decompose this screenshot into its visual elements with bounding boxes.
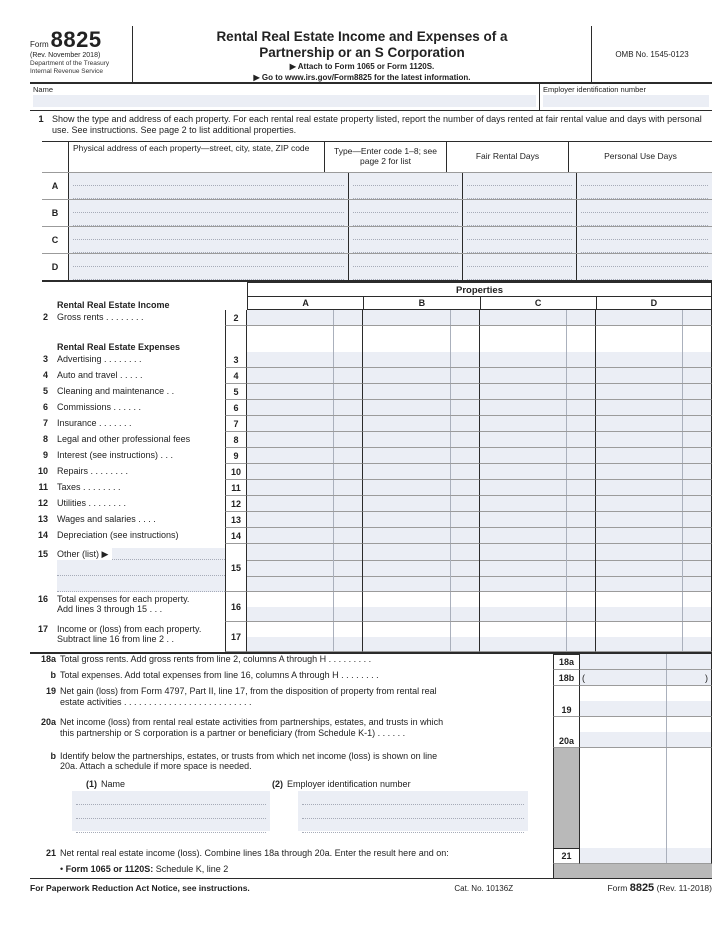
dept-treasury: Department of the Treasury <box>30 60 110 67</box>
identify-name-input[interactable] <box>72 791 270 831</box>
col-header-address: Physical address of each property—street, city, state, ZIP code <box>68 142 324 172</box>
amount-cell[interactable] <box>363 512 479 528</box>
amount-cell[interactable] <box>480 592 596 622</box>
line-14-depreciation: 14 Depreciation (see instructions) 14 <box>30 528 712 544</box>
amount-cell[interactable] <box>480 448 596 464</box>
line-11-taxes: 11 Taxes . . . . . . . . 11 <box>30 480 712 496</box>
line-number-box: 15 <box>225 544 247 592</box>
line-number-box: 5 <box>225 384 247 400</box>
other-list-input[interactable] <box>57 576 225 592</box>
line-20a: 20a Net income (loss) from rental real estate activities from partnerships, estates, and trusts in which this partnership or S corporation is a partner or beneficiary (from Schedule K-1) . . . . . . 20a <box>30 717 712 748</box>
line-16-total-expenses: 16 Total expenses for each property. Add lines 3 through 15 . . . 16 <box>30 592 712 622</box>
line-17-income-loss: 17 Income or (loss) from each property. Subtract line 16 from line 2 . . 17 <box>30 622 712 652</box>
amount-cell[interactable] <box>363 352 479 368</box>
fair-days-input-a[interactable] <box>463 173 576 199</box>
amount-cell[interactable] <box>480 622 596 652</box>
type-input-a[interactable] <box>349 173 462 199</box>
line-number-box: 3 <box>225 352 247 368</box>
line-label: Other (list) ▶ <box>57 549 109 560</box>
line-number-box: 17 <box>225 622 247 652</box>
amount-cell[interactable] <box>596 310 712 326</box>
line-number-box: 11 <box>225 480 247 496</box>
amount-cell[interactable] <box>363 310 479 326</box>
amount-cell[interactable] <box>247 592 363 622</box>
total-expenses-input[interactable]: ( ) <box>580 670 712 686</box>
amount-cell[interactable] <box>596 480 712 496</box>
spacer-cell <box>596 326 712 352</box>
identify-name-label: Name <box>101 779 126 789</box>
row-letter: D <box>51 262 59 272</box>
col-letter-a: A <box>247 296 363 310</box>
col-header-fair-rental-days: Fair Rental Days <box>446 142 568 172</box>
net-gain-input[interactable] <box>580 686 712 717</box>
amount-cell[interactable] <box>596 432 712 448</box>
attach-instruction: ▶ Attach to Form 1065 or Form 1120S. <box>289 62 435 72</box>
amount-cell[interactable] <box>596 400 712 416</box>
col-letter-c: C <box>480 296 596 310</box>
address-input-c[interactable] <box>69 227 348 253</box>
spacer-cell <box>363 326 479 352</box>
ein-label: Employer identification number <box>543 85 646 94</box>
line-number-box: 18b <box>553 670 580 686</box>
amount-cell[interactable] <box>596 544 712 592</box>
amount-cell[interactable] <box>480 480 596 496</box>
amount-cell[interactable] <box>247 416 363 432</box>
amount-cell[interactable] <box>247 496 363 512</box>
amount-cell[interactable] <box>247 512 363 528</box>
form-footer <box>30 878 712 894</box>
amount-cell[interactable] <box>480 416 596 432</box>
line1-instructions <box>30 111 712 141</box>
properties-header: Properties <box>247 282 712 297</box>
amount-cell[interactable] <box>363 592 479 622</box>
amount-cell[interactable] <box>247 368 363 384</box>
line-2-gross-rents: 2 Gross rents . . . . . . . . 2 <box>30 310 712 326</box>
amount-cell[interactable] <box>480 544 596 592</box>
amount-cell[interactable] <box>363 464 479 480</box>
amount-cell[interactable] <box>363 432 479 448</box>
line1-number: 1 <box>38 114 44 125</box>
address-input-a[interactable] <box>69 173 348 199</box>
form-number: 8825 <box>50 27 102 52</box>
line-4-auto-travel: 4 Auto and travel . . . . . 4 <box>30 368 712 384</box>
line-number-box: 8 <box>225 432 247 448</box>
amount-cell[interactable] <box>480 512 596 528</box>
col-header-type: Type—Enter code 1–8; see page 2 for list <box>324 142 446 172</box>
amount-cell[interactable] <box>363 416 479 432</box>
amount-cell[interactable] <box>596 496 712 512</box>
amount-cell[interactable] <box>363 368 479 384</box>
amount-cell[interactable] <box>247 310 363 326</box>
net-income-k1-input[interactable] <box>580 717 712 748</box>
unused-amount-column <box>580 748 712 848</box>
line-5-cleaning: 5 Cleaning and maintenance . . 5 <box>30 384 712 400</box>
amount-cell[interactable] <box>596 528 712 544</box>
amount-cell[interactable] <box>480 528 596 544</box>
line-number-box: 7 <box>225 416 247 432</box>
type-input-d[interactable] <box>349 254 462 280</box>
amount-cell[interactable] <box>247 464 363 480</box>
row-letter: A <box>51 181 59 191</box>
amount-cell[interactable] <box>247 384 363 400</box>
identify-ein-label: Employer identification number <box>287 779 411 789</box>
amount-cell[interactable] <box>480 310 596 326</box>
line-15-other: 15 Other (list) ▶ 15 <box>30 544 712 592</box>
properties-column-letters <box>30 296 712 310</box>
type-input-b[interactable] <box>349 200 462 226</box>
property-row-b <box>42 199 712 226</box>
fair-days-input-c[interactable] <box>463 227 576 253</box>
amount-cell[interactable] <box>247 622 363 652</box>
amount-cell[interactable] <box>247 480 363 496</box>
line-8-legal-fees: 8 Legal and other professional fees 8 <box>30 432 712 448</box>
fair-days-input-b[interactable] <box>463 200 576 226</box>
col-header-personal-use-days: Personal Use Days <box>568 142 712 172</box>
address-input-d[interactable] <box>69 254 348 280</box>
amount-cell[interactable] <box>480 496 596 512</box>
line-20b: b Identify below the partnerships, estates, or trusts from which net income (loss) is shown on line 20a. Attach a schedule if more space is needed. (1) Name (2) Employer identification number <box>30 748 712 848</box>
col-letter-d: D <box>596 296 712 310</box>
form-header <box>30 26 712 84</box>
col-letter-b: B <box>363 296 479 310</box>
amount-cell[interactable] <box>363 400 479 416</box>
fair-days-input-d[interactable] <box>463 254 576 280</box>
name-input[interactable] <box>33 95 536 107</box>
form-revision: (Rev. November 2018) <box>30 52 101 59</box>
address-table-header <box>42 142 712 172</box>
line-label: Gross rents . . . . . . . . <box>57 312 144 323</box>
amount-cell[interactable] <box>363 622 479 652</box>
ein-input[interactable] <box>543 95 709 107</box>
amount-cell[interactable] <box>363 528 479 544</box>
expenses-header-row <box>30 326 712 352</box>
line-number-box: 18a <box>553 654 580 670</box>
footer-form-id: Form 8825 (Rev. 11-2018) <box>607 882 712 894</box>
row-letter: C <box>51 235 59 245</box>
line-number-box: 14 <box>225 528 247 544</box>
catalog-number: Cat. No. 10136Z <box>454 884 514 893</box>
line-number-box: 21 <box>553 848 580 864</box>
line-3-advertising: 3 Advertising . . . . . . . . 3 <box>30 352 712 368</box>
amount-cell[interactable] <box>480 400 596 416</box>
form-title: Rental Real Estate Income and Expenses of a Partnership or an S Corporation <box>216 29 508 60</box>
amount-cell[interactable] <box>363 544 479 592</box>
form-title-block <box>133 26 592 82</box>
amount-cell[interactable] <box>596 512 712 528</box>
line-6-commissions: 6 Commissions . . . . . . 6 <box>30 400 712 416</box>
amount-cell[interactable] <box>480 368 596 384</box>
spacer-cell <box>480 326 596 352</box>
amount-cell[interactable] <box>247 400 363 416</box>
other-list-input[interactable] <box>112 548 225 560</box>
totals-section <box>30 652 712 878</box>
dept-irs: Internal Revenue Service <box>30 68 103 75</box>
amount-cell[interactable] <box>247 544 363 592</box>
income-expense-grid <box>30 282 712 652</box>
amount-cell[interactable] <box>247 352 363 368</box>
amount-cell[interactable] <box>363 496 479 512</box>
form-8825 <box>30 26 712 894</box>
amount-cell[interactable] <box>596 384 712 400</box>
identify-ein-input[interactable] <box>298 791 528 831</box>
paperwork-notice: For Paperwork Reduction Act Notice, see instructions. <box>30 883 250 893</box>
name-label: Name <box>33 85 54 94</box>
line-number-box: 6 <box>225 400 247 416</box>
personal-days-input-c[interactable] <box>577 227 712 253</box>
address-input-b[interactable] <box>69 200 348 226</box>
amount-cell[interactable] <box>247 528 363 544</box>
amount-cell[interactable] <box>596 622 712 652</box>
personal-days-input-b[interactable] <box>577 200 712 226</box>
line-number-box: 13 <box>225 512 247 528</box>
line-number-box: 12 <box>225 496 247 512</box>
line1-text: Show the type and address of each property. For each rental real estate property listed, report the number of days rented at fair rental value and days with personal use. See instructions. See page 2 to list additional properties. <box>52 114 702 136</box>
amount-cell[interactable] <box>596 448 712 464</box>
goto-instruction: ▶ Go to www.irs.gov/Form8825 for the latest information. <box>253 73 471 83</box>
form-word: Form <box>30 40 49 49</box>
income-section-header: Rental Real Estate Income <box>57 300 170 310</box>
amount-cell[interactable] <box>363 448 479 464</box>
line-21-continued: • Form 1065 or 1120S: Schedule K, line 2 <box>30 864 712 878</box>
amount-cell[interactable] <box>596 464 712 480</box>
line-21: 21 Net rental real estate income (loss). Combine lines 18a through 20a. Enter the result here and on: 21 <box>30 848 712 864</box>
line-9-interest: 9 Interest (see instructions) . . . 9 <box>30 448 712 464</box>
line-number-box: 4 <box>225 368 247 384</box>
name-ein-row <box>30 84 712 111</box>
other-list-input[interactable] <box>57 560 225 576</box>
amount-cell[interactable] <box>480 432 596 448</box>
amount-cell[interactable] <box>363 480 479 496</box>
spacer-cell <box>247 326 363 352</box>
property-row-c <box>42 226 712 253</box>
amount-cell[interactable] <box>247 432 363 448</box>
property-row-d <box>42 253 712 280</box>
line-number-box: 9 <box>225 448 247 464</box>
line-18b: b Total expenses. Add total expenses from line 16, columns A through H . . . . . . . . 18b ( ) <box>30 670 712 686</box>
line-19: 19 Net gain (loss) from Form 4797, Part II, line 17, from the disposition of property from rental real estate activities . . . . . . . . . . . . . . . . . . . . . . . . . . 19 <box>30 686 712 717</box>
row-letter: B <box>51 208 59 218</box>
property-address-table <box>42 141 712 282</box>
omb-number: OMB No. 1545-0123 <box>615 49 689 59</box>
amount-cell[interactable] <box>480 464 596 480</box>
shaded-bar <box>553 864 712 878</box>
personal-days-input-a[interactable] <box>577 173 712 199</box>
amount-cell[interactable] <box>596 368 712 384</box>
net-rental-income-input[interactable] <box>580 848 712 864</box>
amount-cell[interactable] <box>480 384 596 400</box>
line-number-box: 20a <box>553 717 580 748</box>
expenses-section-header: Rental Real Estate Expenses <box>57 342 181 352</box>
property-row-a <box>42 172 712 199</box>
line-number-box: 16 <box>225 592 247 622</box>
line-7-insurance: 7 Insurance . . . . . . . 7 <box>30 416 712 432</box>
line-18a: 18a Total gross rents. Add gross rents from line 2, columns A through H . . . . . . . . . 18a <box>30 654 712 670</box>
line-number-box: 10 <box>225 464 247 480</box>
shaded-column <box>553 748 580 848</box>
amount-cell[interactable] <box>596 416 712 432</box>
amount-cell[interactable] <box>596 352 712 368</box>
personal-days-input-d[interactable] <box>577 254 712 280</box>
line-13-wages: 13 Wages and salaries . . . . 13 <box>30 512 712 528</box>
line-number-box: 2 <box>225 310 247 326</box>
amount-cell[interactable] <box>363 384 479 400</box>
amount-cell[interactable] <box>596 592 712 622</box>
line-10-repairs: 10 Repairs . . . . . . . . 10 <box>30 464 712 480</box>
line-number-box: 19 <box>553 686 580 717</box>
type-input-c[interactable] <box>349 227 462 253</box>
form-id-block <box>30 26 133 82</box>
amount-cell[interactable] <box>480 352 596 368</box>
amount-cell[interactable] <box>247 448 363 464</box>
total-gross-rents-input[interactable] <box>580 654 712 670</box>
line-12-utilities: 12 Utilities . . . . . . . . 12 <box>30 496 712 512</box>
